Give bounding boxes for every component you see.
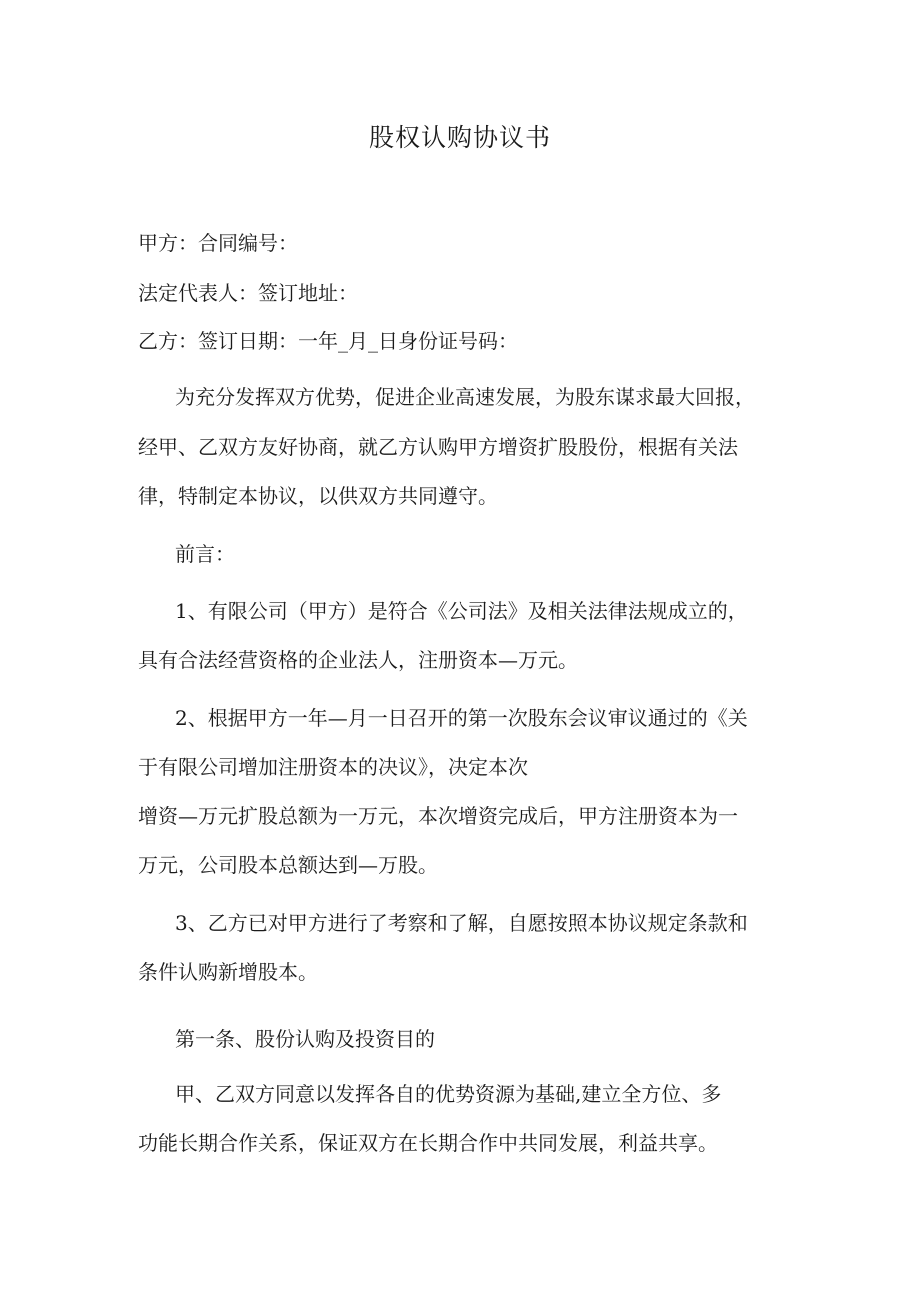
header-line-legal-rep: 法定代表人：签订地址： [138,281,358,305]
clause2-line-1: 2、根据甲方一年—月一日召开的第一次股东会议审议通过的《关 [175,706,748,730]
article1-heading: 第一条、股份认购及投资目的 [175,1027,435,1051]
intro-line-2: 经甲、乙双方友好协商，就乙方认购甲方增资扩股股份，根据有关法 [138,435,738,459]
intro-line-3: 律，特制定本协议，以供双方共同遵守。 [138,484,498,508]
clause1-line-1: 1、有限公司（甲方）是符合《公司法》及相关法律法规成立的， [175,599,748,623]
clause2-line-2: 于有限公司增加注册资本的决议》，决定本次 [138,755,528,779]
article1-line-2: 功能长期合作关系，保证双方在长期合作中共同发展，利益共享。 [138,1131,718,1155]
clause2-line-3: 增资—万元扩股总额为一万元，本次增资完成后，甲方注册资本为一 [138,804,738,828]
clause3-line-1: 3、乙方已对甲方进行了考察和了解，自愿按照本协议规定条款和 [175,911,748,935]
header-line-party-b: 乙方：签订日期：一年_月_日身份证号码： [138,329,518,353]
clause1-line-2: 具有合法经营资格的企业法人，注册资本—万元。 [138,648,578,672]
preface-heading: 前言： [175,542,235,566]
intro-line-1: 为充分发挥双方优势，促进企业高速发展，为股东谋求最大回报， [175,385,755,409]
clause2-line-4: 万元，公司股本总额达到—万股。 [138,853,438,877]
article1-line-1: 甲、乙双方同意以发挥各自的优势资源为基础,建立全方位、多 [175,1082,722,1106]
document-title: 股权认购协议书 [368,123,551,152]
header-line-party-a: 甲方：合同编号： [138,231,298,255]
clause3-line-2: 条件认购新增股本。 [138,960,318,984]
